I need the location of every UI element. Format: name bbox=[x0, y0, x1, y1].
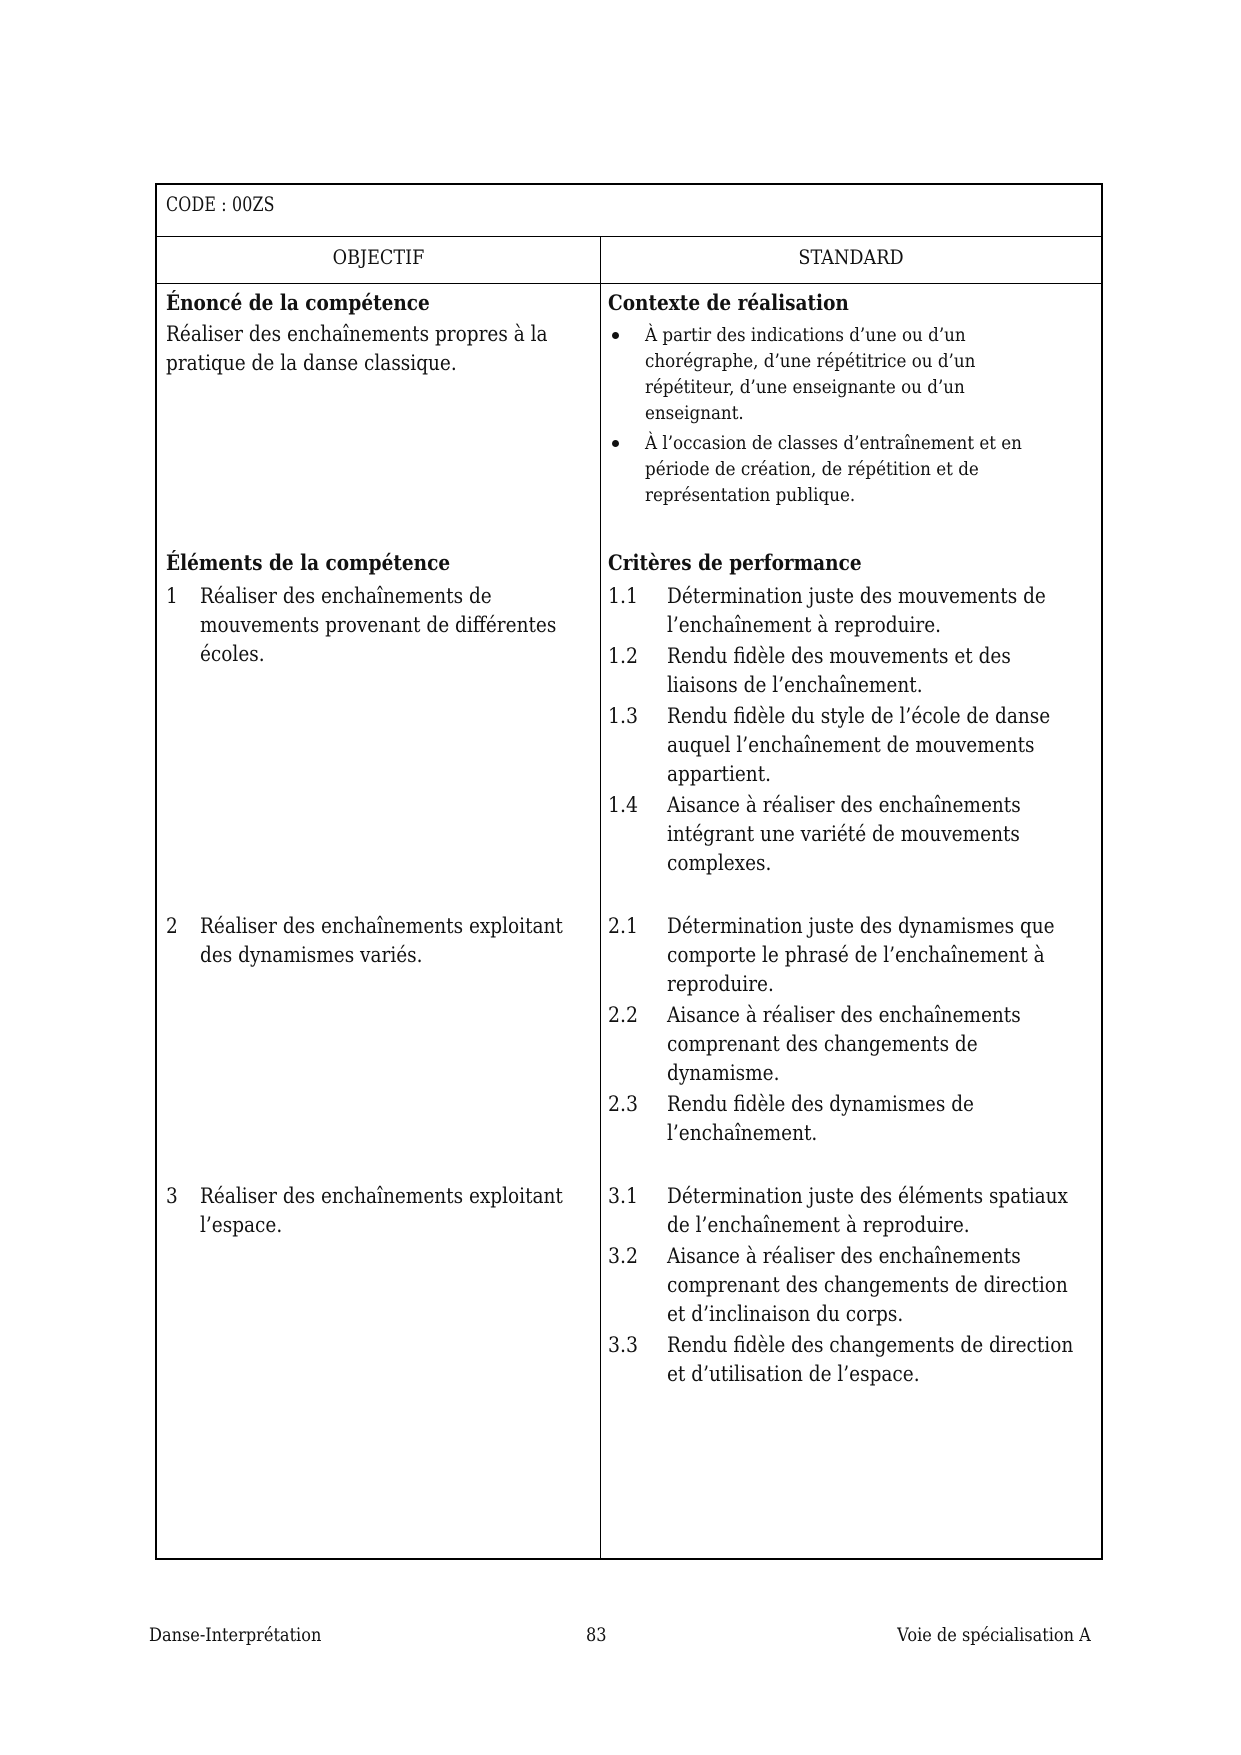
element-item-2 bbox=[166, 912, 596, 970]
element-number: 3 bbox=[166, 1184, 178, 1208]
element-number: 2 bbox=[166, 914, 178, 938]
page-footer bbox=[0, 1624, 1241, 1654]
footer-track-name: Voie de spécialisation A bbox=[897, 1624, 1091, 1646]
criterion-text bbox=[667, 1331, 1074, 1389]
criterion-line: de l’enchaînement à reproduire. bbox=[667, 1213, 970, 1237]
bullet-line: chorégraphe, d’une répétitrice ou d’un bbox=[645, 350, 976, 372]
criterion-line: Détermination juste des éléments spatiaux bbox=[667, 1184, 1068, 1208]
header-standard: STANDARD bbox=[798, 245, 904, 269]
criterion-line: Aisance à réaliser des enchaînements bbox=[667, 793, 1021, 817]
criterion-line: et d’utilisation de l’espace. bbox=[667, 1362, 920, 1386]
criterion-line: intégrant une variété de mouvements bbox=[667, 822, 1020, 846]
bullet-line: À l’occasion de classes d’entraînement et en bbox=[645, 432, 1022, 454]
criterion-2-1 bbox=[608, 912, 1098, 999]
contexte-bullet bbox=[608, 430, 1098, 508]
criterion-line: appartient. bbox=[667, 762, 772, 786]
enonce-line: pratique de la danse classique. bbox=[166, 351, 457, 375]
criterion-3-3 bbox=[608, 1331, 1098, 1389]
criterion-line: Rendu fidèle des dynamismes de bbox=[667, 1092, 974, 1116]
table-body bbox=[157, 284, 1101, 1558]
criterion-text bbox=[667, 642, 1046, 700]
element-text bbox=[200, 912, 563, 970]
criterion-line: et d’inclinaison du corps. bbox=[667, 1302, 904, 1326]
criterion-text bbox=[667, 912, 1055, 999]
criterion-number: 2.3 bbox=[608, 1092, 639, 1116]
criterion-1-1 bbox=[608, 582, 1098, 640]
criterion-2-3 bbox=[608, 1090, 1098, 1148]
criterion-line: complexes. bbox=[667, 851, 772, 875]
element-line: Réaliser des enchaînements exploitant bbox=[200, 1184, 563, 1208]
criterion-line: reproduire. bbox=[667, 972, 774, 996]
bullet-line: À partir des indications d’une ou d’un bbox=[645, 324, 966, 346]
criteria-group-2 bbox=[608, 912, 1098, 1150]
criterion-line: comporte le phrasé de l’enchaînement à bbox=[667, 943, 1045, 967]
bullet-line: période de création, de répétition et de bbox=[645, 458, 979, 480]
contexte-bullet bbox=[608, 322, 1098, 426]
element-line: Réaliser des enchaînements de bbox=[200, 584, 492, 608]
criterion-number: 3.2 bbox=[608, 1244, 639, 1268]
criterion-3-1 bbox=[608, 1182, 1098, 1240]
criterion-text bbox=[667, 1242, 1068, 1329]
criterion-text bbox=[667, 1182, 1068, 1240]
criterion-1-4 bbox=[608, 791, 1098, 878]
bullet-line: enseignant. bbox=[645, 402, 744, 424]
elements-title: Éléments de la compétence bbox=[166, 550, 451, 575]
element-line: écoles. bbox=[200, 642, 265, 666]
element-number: 1 bbox=[166, 584, 178, 608]
criterion-line: Rendu fidèle du style de l’école de danse bbox=[667, 704, 1051, 728]
bullet-line: représentation publique. bbox=[645, 484, 856, 506]
criterion-3-2 bbox=[608, 1242, 1098, 1329]
criterion-2-2 bbox=[608, 1001, 1098, 1088]
criterion-text bbox=[667, 582, 1046, 640]
criterion-line: Aisance à réaliser des enchaînements bbox=[667, 1244, 1021, 1268]
criterion-line: Détermination juste des mouvements de bbox=[667, 584, 1046, 608]
element-line: Réaliser des enchaînements exploitant bbox=[200, 914, 563, 938]
criterion-line: l’enchaînement. bbox=[667, 1121, 818, 1145]
criterion-line: dynamisme. bbox=[667, 1061, 780, 1085]
element-item-3 bbox=[166, 1182, 596, 1240]
criterion-number: 1.2 bbox=[608, 644, 639, 668]
element-text bbox=[200, 1182, 563, 1240]
criterion-line: comprenant des changements de bbox=[667, 1032, 978, 1056]
code-row bbox=[157, 185, 1101, 237]
criterion-text bbox=[667, 1001, 1046, 1088]
criterion-line: Rendu fidèle des mouvements et des bbox=[667, 644, 1011, 668]
enonce-line: Réaliser des enchaînements propres à la bbox=[166, 322, 548, 346]
criterion-1-2 bbox=[608, 642, 1098, 700]
column-header-row bbox=[157, 237, 1101, 284]
criterion-line: comprenant des changements de direction bbox=[667, 1273, 1068, 1297]
enonce-text bbox=[166, 320, 548, 378]
bullet-icon bbox=[612, 332, 619, 339]
criteres-title: Critères de performance bbox=[608, 550, 862, 575]
criteria-group-3 bbox=[608, 1182, 1098, 1391]
competency-table bbox=[155, 183, 1103, 1560]
page-number: 83 bbox=[586, 1624, 607, 1646]
bullet-text bbox=[645, 322, 1044, 426]
criterion-text bbox=[667, 791, 1046, 878]
criterion-number: 2.1 bbox=[608, 914, 639, 938]
criterion-line: Aisance à réaliser des enchaînements bbox=[667, 1003, 1021, 1027]
criterion-text bbox=[667, 702, 1051, 789]
bullet-line: répétiteur, d’une enseignante ou d’un bbox=[645, 376, 965, 398]
element-line: mouvements provenant de différentes bbox=[200, 613, 557, 637]
criterion-number: 3.3 bbox=[608, 1333, 639, 1357]
element-line: des dynamismes variés. bbox=[200, 943, 423, 967]
element-text bbox=[200, 582, 557, 669]
element-item-1 bbox=[166, 582, 596, 669]
contexte-title: Contexte de réalisation bbox=[608, 290, 849, 315]
header-objectif: OBJECTIF bbox=[332, 245, 425, 269]
bullet-icon bbox=[612, 440, 619, 447]
bullet-text bbox=[645, 430, 1044, 508]
criterion-line: liaisons de l’enchaînement. bbox=[667, 673, 923, 697]
criterion-line: Rendu fidèle des changements de direction bbox=[667, 1333, 1074, 1357]
criterion-number: 1.3 bbox=[608, 704, 639, 728]
contexte-bullet-list bbox=[608, 322, 1098, 512]
criterion-number: 3.1 bbox=[608, 1184, 639, 1208]
competency-code: CODE : 00ZS bbox=[166, 192, 275, 216]
criterion-line: l’enchaînement à reproduire. bbox=[667, 613, 942, 637]
criterion-number: 1.4 bbox=[608, 793, 639, 817]
criterion-line: auquel l’enchaînement de mouvements bbox=[667, 733, 1035, 757]
criterion-line: Détermination juste des dynamismes que bbox=[667, 914, 1055, 938]
criterion-1-3 bbox=[608, 702, 1098, 789]
criterion-number: 2.2 bbox=[608, 1003, 639, 1027]
element-line: l’espace. bbox=[200, 1213, 283, 1237]
footer-program-name: Danse-Interprétation bbox=[149, 1624, 322, 1646]
enonce-title: Énoncé de la compétence bbox=[166, 290, 430, 315]
criterion-text bbox=[667, 1090, 1046, 1148]
criterion-number: 1.1 bbox=[608, 584, 639, 608]
criteria-group-1 bbox=[608, 582, 1098, 880]
